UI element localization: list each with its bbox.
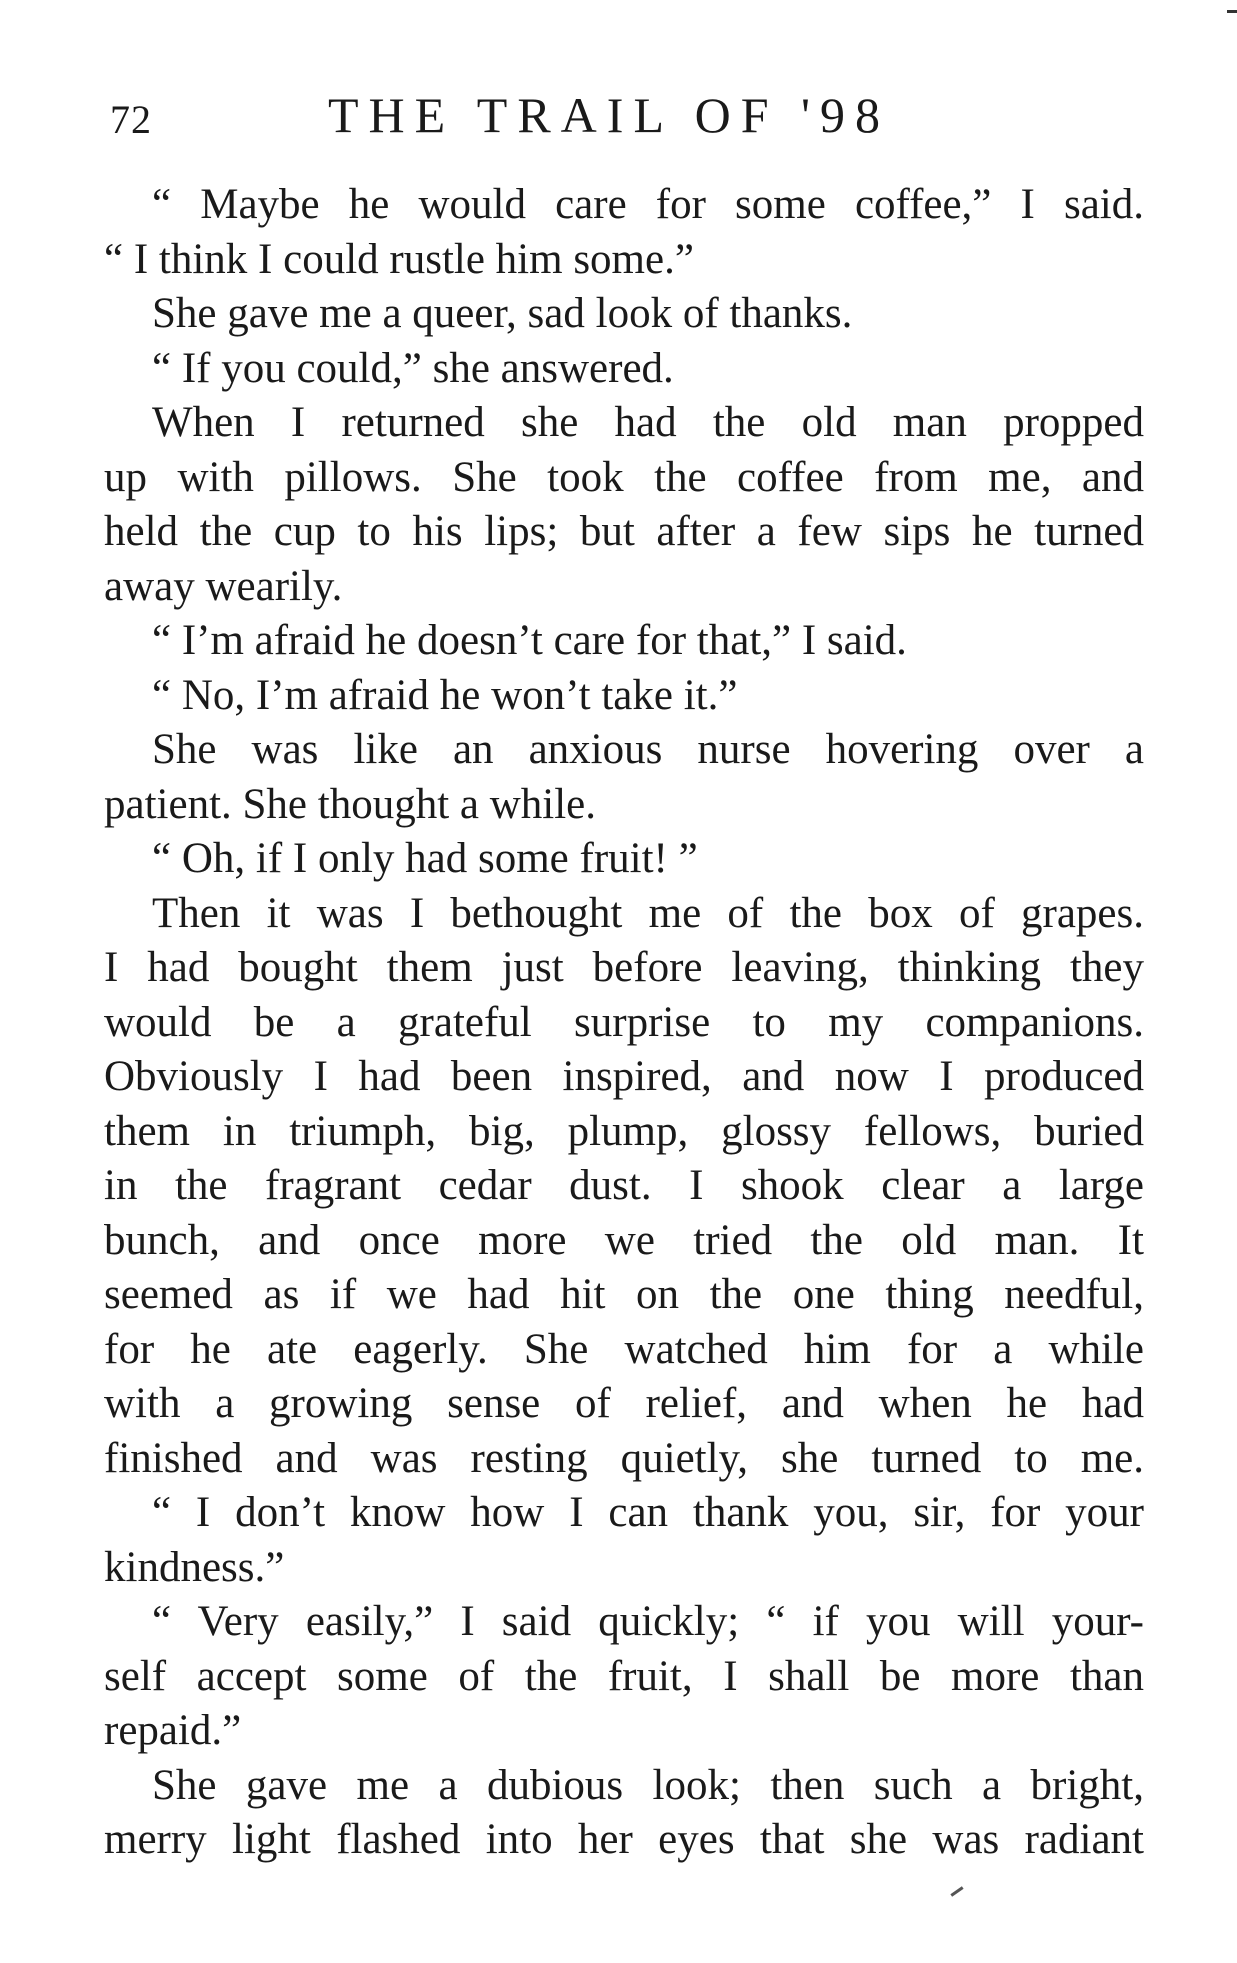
text-line: finished and was resting quietly, she turned to me. — [104, 1434, 1144, 1482]
text-line: with a growing sense of relief, and when he had — [104, 1380, 1144, 1427]
text-line: away wearily. — [104, 562, 343, 610]
text-line: would be a grateful surprise to my companions. — [104, 998, 1144, 1046]
body-text — [104, 178, 1144, 1868]
text-line: merry light flashed into her eyes that she was radiant — [104, 1816, 1144, 1863]
text-line: held the cup to his lips; but after a few sips he turned — [104, 508, 1144, 555]
page-header — [106, 86, 1146, 146]
text-line: repaid.” — [104, 1707, 242, 1754]
text-line: When I returned she had the old man propped — [152, 399, 1144, 446]
text-line: “ No, I’m afraid he won’t take it.” — [152, 671, 738, 719]
text-line: for he ate eagerly. She watched him for a while — [104, 1325, 1144, 1373]
text-line: Then it was I bethought me of the box of grapes. — [152, 889, 1144, 937]
text-line: I had bought them just before leaving, thinking they — [104, 944, 1144, 991]
text-line: “ I’m afraid he doesn’t care for that,” I said. — [152, 617, 907, 664]
text-line: “ Oh, if I only had some fruit! ” — [152, 835, 698, 882]
text-line: She gave me a dubious look; then such a bright, — [152, 1761, 1144, 1809]
page-corner-mark — [1227, 10, 1237, 13]
text-line: She gave me a queer, sad look of thanks. — [152, 290, 853, 337]
text-line: “ Very easily,” I said quickly; “ if you will your- — [152, 1598, 1144, 1645]
ink-speck — [950, 1886, 963, 1896]
text-line: She was like an anxious nurse hovering over a — [152, 726, 1144, 773]
running-title: THE TRAIL OF '98 — [328, 87, 891, 143]
text-line: seemed as if we had hit on the one thing needful, — [104, 1271, 1144, 1318]
text-line: in the fragrant cedar dust. I shook clear a large — [104, 1162, 1144, 1209]
text-line: “ I think I could rustle him some.” — [104, 235, 694, 283]
page-number: 72 — [110, 97, 152, 142]
text-line: bunch, and once more we tried the old man. It — [104, 1216, 1144, 1264]
text-line: up with pillows. She took the coffee from me, and — [104, 453, 1144, 501]
text-line: “ Maybe he would care for some coffee,” I said. — [152, 181, 1144, 228]
text-line: patient. She thought a while. — [104, 780, 597, 828]
text-line: them in triumph, big, plump, glossy fellows, buried — [104, 1107, 1144, 1155]
text-line: “ If you could,” she answered. — [152, 344, 674, 392]
text-line: kindness.” — [104, 1543, 285, 1591]
text-line: “ I don’t know how I can thank you, sir, for your — [152, 1489, 1144, 1536]
text-line: self accept some of the fruit, I shall be more than — [104, 1652, 1144, 1700]
text-line: Obviously I had been inspired, and now I produced — [104, 1053, 1144, 1100]
